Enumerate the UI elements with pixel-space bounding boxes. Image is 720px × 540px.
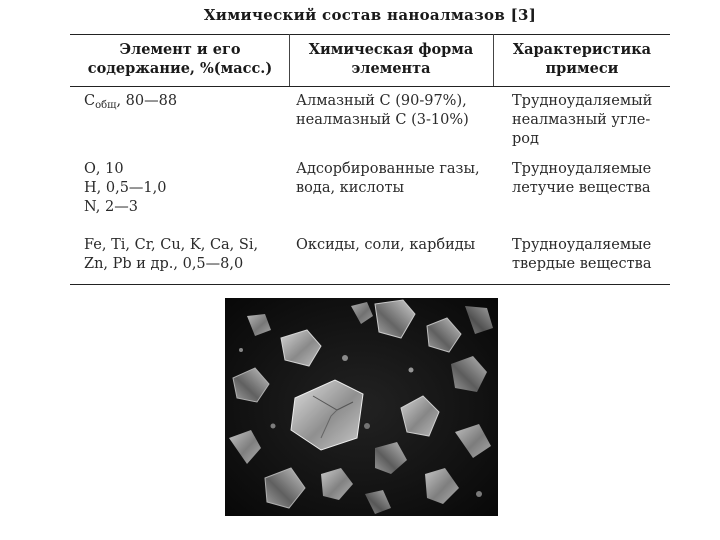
cell-line: Адсорбированные газы, bbox=[296, 161, 480, 177]
cell-line: Трудноудаляемый bbox=[512, 93, 653, 109]
cell-line: Н, 0,5—1,0 bbox=[84, 180, 167, 196]
cell-line: неалмазный С (3-10%) bbox=[296, 112, 469, 128]
row-3-element bbox=[84, 236, 258, 274]
table-title: Химический состав наноалмазов [3] bbox=[203, 6, 537, 24]
row-1-element bbox=[84, 92, 177, 115]
cell-line: Трудноудаляемые bbox=[512, 237, 652, 253]
cell-line: N, 2—3 bbox=[84, 199, 138, 215]
header-text: Элемент и его bbox=[119, 41, 241, 58]
row-1-form bbox=[296, 92, 469, 130]
row-3-form bbox=[296, 236, 475, 255]
header-text: элемента bbox=[351, 60, 431, 77]
cell-line: вода, кислоты bbox=[296, 180, 405, 196]
row-2-characteristic bbox=[512, 160, 651, 198]
header-divider-1 bbox=[289, 34, 290, 86]
header-text: содержание, %(масс.) bbox=[87, 60, 273, 77]
cell-line: летучие вещества bbox=[512, 180, 651, 196]
element-subscript: общ bbox=[95, 100, 117, 111]
element-value: , 80—88 bbox=[116, 93, 178, 109]
cell-line: неалмазный угле- bbox=[512, 112, 651, 128]
header-text: Характеристика bbox=[512, 41, 652, 58]
element-symbol: С bbox=[84, 93, 96, 109]
table-top-rule bbox=[70, 34, 670, 35]
cell-line: О, 10 bbox=[84, 161, 124, 177]
row-3-characteristic bbox=[512, 236, 651, 274]
cell-line: Трудноудаляемые bbox=[512, 161, 652, 177]
row-2-element bbox=[84, 160, 166, 217]
header-impurity-characteristic bbox=[496, 40, 668, 84]
crystals-image bbox=[225, 298, 498, 516]
header-bottom-rule bbox=[70, 86, 670, 87]
table-bottom-rule bbox=[70, 284, 670, 285]
header-divider-2 bbox=[493, 34, 494, 86]
header-chemical-form bbox=[292, 40, 490, 84]
nanodiamond-micrograph bbox=[225, 298, 498, 516]
cell-line: род bbox=[512, 131, 539, 147]
row-1-characteristic bbox=[512, 92, 652, 149]
cell-line: Zn, Pb и др., 0,5—8,0 bbox=[84, 256, 244, 272]
header-text: примеси bbox=[545, 60, 619, 77]
cell-line: Fe, Ti, Cr, Cu, K, Ca, Si, bbox=[84, 237, 259, 253]
header-text: Химическая форма bbox=[308, 41, 474, 58]
row-2-form bbox=[296, 160, 480, 198]
cell-line: Алмазный С (90-97%), bbox=[296, 93, 467, 109]
cell-line: твердые вещества bbox=[512, 256, 652, 272]
header-element-content bbox=[74, 40, 286, 84]
cell-line: Оксиды, соли, карбиды bbox=[296, 237, 476, 253]
